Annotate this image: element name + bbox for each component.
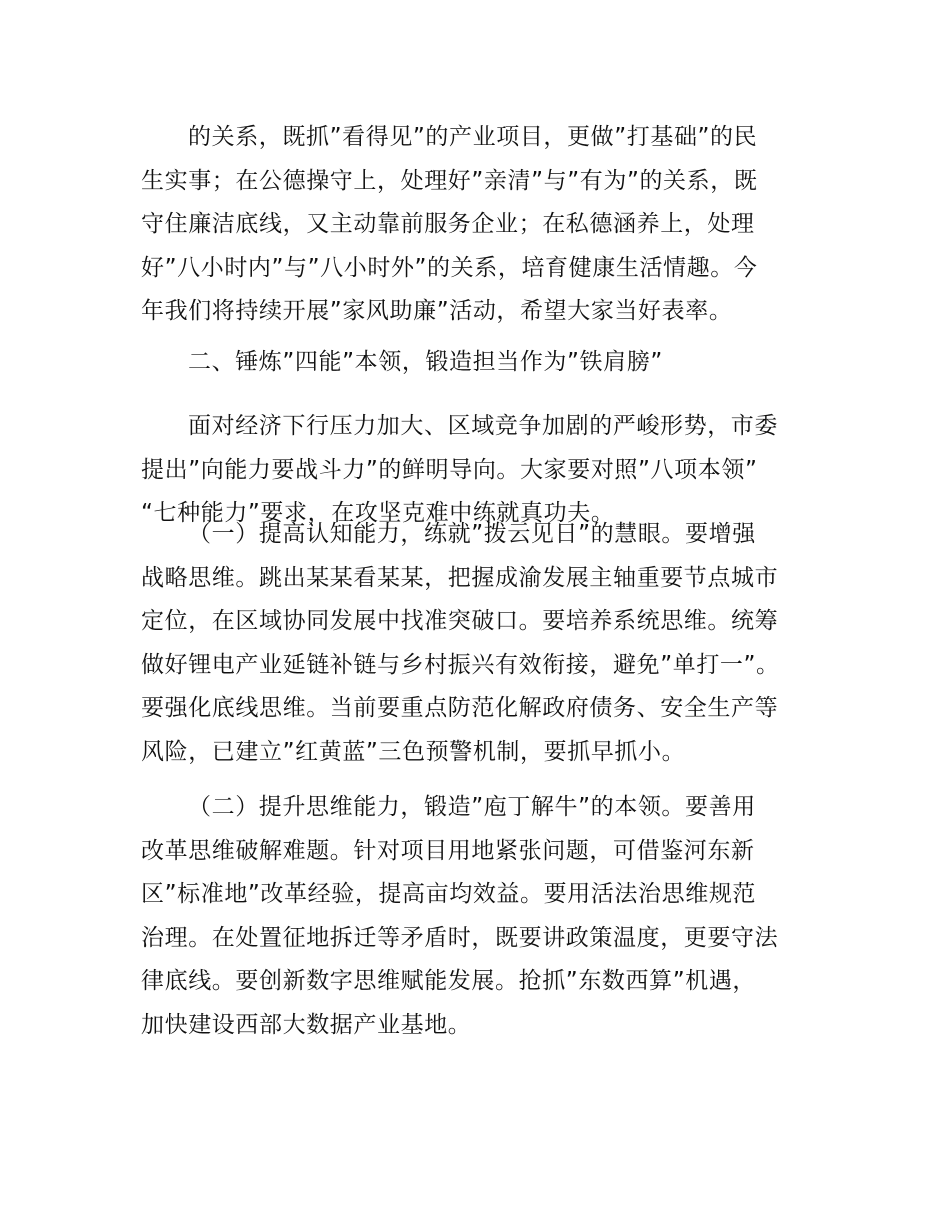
heading-text: 二、锤炼”四能”本领，锻造担当作为”铁肩膀” [188,349,663,375]
text-line: 要强化底线思维。当前要重点防范化解政府债务、安全生产等 [141,695,779,721]
text-line: 年我们将持续开展”家风助廉”活动，希望大家当好表率。 [141,298,733,324]
text-line: 治理。在处置征地拆迁等矛盾时，既要讲政策温度，更要守法 [141,924,779,951]
paragraph-cognitive-ability [141,513,831,774]
text-line: “七种能力”要求，在攻坚克难中练就真功夫。 [141,500,615,526]
text-line: 律底线。要创新数字思维赋能发展。抢抓”东数西算”机遇， [141,968,757,994]
text-line: 好”八小时内”与”八小时外”的关系，培育健康生活情趣。今 [141,254,758,281]
text-line: （一）提高认知能力，练就”拨云见日”的慧眼。要增强 [188,521,756,547]
paragraph-thinking-ability [141,786,831,1047]
text-line: 面对经济下行压力加大、区域竞争加剧的严峻形势，市委 [188,413,778,439]
text-line: 加快建设西部大数据产业基地。 [141,1011,472,1038]
text-line: （二）提升思维能力，锻造”庖丁解牛”的本领。要善用 [188,794,756,820]
text-line: 的关系，既抓”看得见”的产业项目，更做”打基础”的民 [188,124,758,150]
text-line: 守住廉洁底线，又主动靠前服务企业；在私德涵养上，处理 [141,211,755,237]
text-line: 定位，在区域协同发展中找准突破口。要培养系统思维。统筹 [141,608,779,634]
text-line: 风险，已建立”红黄蓝”三色预警机制，要抓早抓小。 [141,738,686,765]
paragraph-continuation [141,116,831,334]
text-line: 生实事；在公德操守上，处理好”亲清”与”有为”的关系，既 [141,167,758,194]
text-line: 战略思维。跳出某某看某某，把握成渝发展主轴重要节点城市 [141,564,779,591]
text-line: 做好锂电产业延链补链与乡村振兴有效衔接，避免”单打一”。 [141,651,780,678]
section-heading [141,341,831,385]
text-line: 区”标准地”改革经验，提高亩均效益。要用活法治思维规范 [141,881,757,907]
text-line: 提出”向能力要战斗力”的鲜明导向。大家要对照”八项本领” [141,456,758,483]
text-line: 改革思维破解难题。针对项目用地紧张问题，可借鉴河东新 [141,837,755,864]
